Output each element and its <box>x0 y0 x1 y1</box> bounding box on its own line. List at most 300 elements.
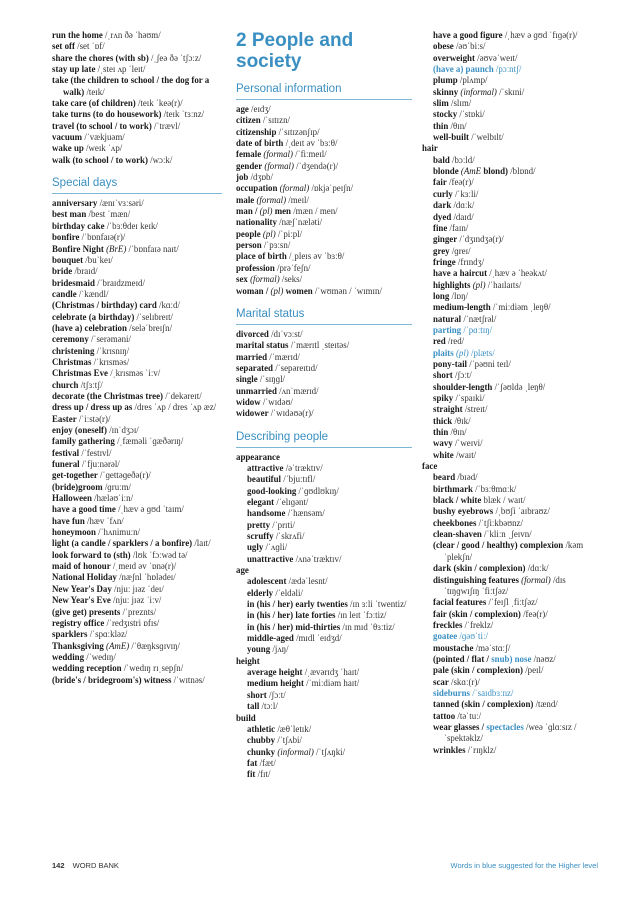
pronunciation: /ˌhæv ə ɡʊd ˈtaɪm/ <box>118 504 184 515</box>
pronunciation: /daɪd/ <box>453 211 474 222</box>
word-entry <box>422 416 598 427</box>
word-entry <box>236 161 412 172</box>
word-entry <box>236 274 412 285</box>
word-entry <box>52 470 222 481</box>
headword: (bride's / bridegroom's) witness <box>52 674 172 685</box>
pronunciation: /ˈserəməni/ <box>91 334 131 345</box>
word-entry <box>422 711 598 722</box>
word-entry <box>52 538 222 549</box>
headword: run the home <box>52 30 103 40</box>
word-entry <box>52 155 222 166</box>
pronunciation: /dres ˈʌp / dres ˈʌp æz/ <box>134 402 217 413</box>
headword: parting <box>433 324 462 335</box>
page-number: 142 <box>52 861 65 870</box>
word-entry <box>52 143 222 154</box>
usage-note: (pl) <box>472 279 486 290</box>
headword: separated <box>236 362 273 373</box>
headword: Christmas <box>52 356 92 367</box>
headword-continued: snub) nose <box>491 653 532 664</box>
column-right <box>422 30 598 756</box>
headword: travel (to school / to work) <box>52 120 152 131</box>
headword: (bride)groom <box>52 481 103 492</box>
pronunciation: /ˈtrævl/ <box>154 120 181 131</box>
headword: freckles <box>433 619 463 630</box>
pronunciation: /laɪt/ <box>194 538 211 549</box>
word-entry <box>236 329 412 340</box>
word-entry <box>52 289 222 300</box>
pronunciation: /weə ˈɡlɑːsɪz / ˈspektəklz/ <box>444 721 577 744</box>
headword: spiky <box>433 393 454 403</box>
word-entry <box>422 609 598 620</box>
subsection-heading: face <box>422 461 438 472</box>
headword: bouquet <box>52 254 84 265</box>
word-entry <box>422 280 598 291</box>
word-entry <box>236 508 412 519</box>
pronunciation: /ʌnəˈtræktɪv/ <box>295 553 342 564</box>
headword: grey <box>433 245 450 256</box>
word-entry <box>52 255 222 266</box>
pronunciation: /teɪk/ <box>86 86 105 97</box>
pronunciation: /ɪn leɪt ˈfɔːtiz/ <box>337 610 387 621</box>
word-entry <box>52 278 222 289</box>
pronunciation: /faɪn/ <box>449 222 469 233</box>
pronunciation: /blɒnd/ <box>510 166 536 177</box>
pronunciation: /ˈpɜːsn/ <box>263 240 291 251</box>
headword: have fun <box>52 515 85 526</box>
pronunciation: /ˈkrɪsnɪŋ/ <box>96 345 130 356</box>
usage-note: (formal) <box>521 574 551 585</box>
word-entry <box>236 554 412 565</box>
pronunciation: /ˈtʃʌbi/ <box>277 735 302 746</box>
word-entry <box>52 132 222 143</box>
headword: male <box>236 194 255 205</box>
headword: tall <box>247 701 260 712</box>
word-entry <box>422 121 598 132</box>
headword: funeral <box>52 459 80 470</box>
headword: New Year's Eve <box>52 595 111 606</box>
word-entry <box>52 232 222 243</box>
pronunciation: /weɪk ˈʌp/ <box>86 143 123 154</box>
pronunciation: /dɑːk/ <box>453 200 475 211</box>
pronunciation: /ˈeldəli/ <box>275 587 303 598</box>
headword: widower <box>236 408 269 419</box>
pronunciation: /lɒŋ/ <box>451 290 468 301</box>
headword: date of birth <box>236 138 284 149</box>
word-entry <box>422 506 598 517</box>
word-entry <box>422 722 598 745</box>
word-entry <box>52 266 222 277</box>
word-entry <box>236 588 412 599</box>
pronunciation: /θɪk/ <box>454 415 471 426</box>
pronunciation: /ˈfestɪvl/ <box>81 447 112 458</box>
pronunciation: /ˈkliːn ˌʃeɪvn/ <box>484 529 532 540</box>
headword: New Year's Day <box>52 583 112 594</box>
pronunciation: /æθˈletɪk/ <box>277 723 312 734</box>
headword-continued: blond) <box>483 166 508 177</box>
headword: pretty <box>247 519 271 530</box>
word-entry <box>236 115 412 126</box>
headword: bald <box>433 154 450 165</box>
headword: black / white <box>433 495 482 506</box>
headword: clean-shaven <box>433 529 482 540</box>
pronunciation: /ˈsepəreɪtɪd/ <box>275 362 318 373</box>
word-entry <box>422 699 598 710</box>
pronunciation: /ˈtʃʌŋki/ <box>316 746 346 757</box>
usage-note: (pl) <box>270 285 284 296</box>
word-entry <box>236 576 412 587</box>
usage-note: (formal) <box>256 194 287 205</box>
headword: fit <box>247 769 256 780</box>
word-entry <box>422 268 598 279</box>
pronunciation: /dɪsˈtɪŋɡwɪʃɪŋ ˈfiːtʃəz/ <box>444 574 566 596</box>
pronunciation: /slɪm/ <box>451 98 472 109</box>
headword: athletic <box>247 723 276 734</box>
section-heading: Personal information <box>236 82 412 100</box>
headword: Thanksgiving <box>52 640 104 651</box>
headword: attractive <box>247 462 284 473</box>
pronunciation: /mæn / men/ <box>293 206 338 217</box>
pronunciation: /ˈdʒɪndʒə(r)/ <box>459 234 504 245</box>
pronunciation: /ˈmiːdiəm haɪt/ <box>306 678 360 689</box>
word-entry <box>52 629 222 640</box>
word-entry <box>422 212 598 223</box>
headword: chubby <box>247 735 276 746</box>
headword: shoulder-length <box>433 381 493 392</box>
pronunciation: /ˈrɪŋklz/ <box>467 744 497 755</box>
headword: church <box>52 379 79 390</box>
pronunciation: /feə(r)/ <box>449 177 474 188</box>
pronunciation: /θɪn/ <box>450 427 467 438</box>
word-entry <box>236 633 412 644</box>
word-entry <box>422 370 598 381</box>
pronunciation: /seləˈbreɪʃn/ <box>129 322 173 333</box>
headword: wrinkles <box>433 744 466 755</box>
word-entry <box>422 484 598 495</box>
headword: female <box>236 149 262 160</box>
pronunciation: /ˌævərɪdʒ ˈhaɪt/ <box>304 667 360 678</box>
word-entry <box>236 206 412 217</box>
headword: medium height <box>247 678 304 689</box>
headword: registry office <box>52 617 105 628</box>
pronunciation: /ˈɡʊdlʊkɪŋ/ <box>298 485 339 496</box>
word-entry <box>236 520 412 531</box>
headword: long <box>433 290 450 301</box>
pronunciation: /ˈmærɪtl ˌsteɪtəs/ <box>290 340 350 351</box>
pronunciation: /ˈfiːmeɪl/ <box>295 149 327 160</box>
headword: wavy <box>433 438 453 449</box>
headword: highlights <box>433 279 471 290</box>
word-entry <box>52 312 222 323</box>
headword: stay up late <box>52 64 96 75</box>
word-entry <box>52 368 222 379</box>
headword: fat <box>247 757 258 768</box>
headword: sparklers <box>52 629 88 640</box>
pronunciation: /ˈkɜːli/ <box>454 188 479 199</box>
headword: anniversary <box>52 198 98 209</box>
headword: good-looking <box>247 485 297 496</box>
heading-rule <box>236 324 412 325</box>
pronunciation: /ˈskrʌfi/ <box>275 531 305 541</box>
headword: birthmark <box>433 483 473 494</box>
pronunciation: /ˈpreznts/ <box>122 606 157 617</box>
pronunciation: /ʃɔːt/ <box>268 689 286 700</box>
headword: Bonfire Night <box>52 243 104 254</box>
headword: get-together <box>52 470 98 481</box>
headword: scar <box>433 676 449 687</box>
word-entry <box>236 217 412 228</box>
word-entry <box>236 497 412 508</box>
usage-note: (informal) <box>277 746 314 757</box>
pronunciation: /skɑː(r)/ <box>451 676 480 687</box>
word-entry <box>422 166 598 177</box>
word-entry <box>236 263 412 274</box>
headword: scruffy <box>247 531 274 541</box>
headword: have a haircut <box>433 268 488 279</box>
word-entry <box>52 595 222 606</box>
headword: white <box>433 449 454 460</box>
headword: thin <box>433 427 449 438</box>
headword: sideburns <box>433 687 470 698</box>
pronunciation: /ˈpəʊni teɪl/ <box>469 358 511 369</box>
subsection-heading: age <box>236 565 249 576</box>
word-entry <box>422 495 598 506</box>
headword: birthday cake <box>52 220 105 231</box>
pronunciation: /ˈpiːpl/ <box>277 228 303 239</box>
usage-note: (pl) <box>262 228 276 239</box>
pronunciation: /ˈwedɪŋ rɪˌsepʃn/ <box>123 663 184 674</box>
word-entry <box>236 138 412 149</box>
headword: average height <box>247 667 303 678</box>
headword: plump <box>433 75 458 86</box>
pronunciation: /wɔːk/ <box>150 154 173 165</box>
word-entry <box>422 643 598 654</box>
word-entry <box>422 518 598 529</box>
word-entry <box>52 109 222 120</box>
word-entry <box>422 575 598 598</box>
word-entry <box>236 531 412 542</box>
headword: wear glasses / <box>433 721 485 732</box>
pronunciation: /ˈwɪdəʊ/ <box>262 396 293 407</box>
headword: man / <box>236 206 258 217</box>
headword: have a good time <box>52 504 116 515</box>
headword: fair <box>433 177 447 188</box>
headword: pale (skin / complexion) <box>433 665 523 676</box>
pronunciation: /ˈbɒnfaɪə naɪt/ <box>128 243 179 254</box>
pronunciation: /tɔːl/ <box>261 701 278 712</box>
headword: candle <box>52 288 77 299</box>
headword: adolescent <box>247 576 287 587</box>
pronunciation: /hæləʊˈiːn/ <box>94 493 134 504</box>
pronunciation: /kəmˈplekʃn/ <box>444 540 584 562</box>
word-entry <box>52 652 222 663</box>
headword: tattoo <box>433 710 456 721</box>
word-entry <box>422 631 598 642</box>
word-entry <box>52 391 222 402</box>
headword: (have a) celebration <box>52 322 127 333</box>
pronunciation: /fæt/ <box>259 757 276 768</box>
word-entry <box>236 374 412 385</box>
pronunciation: /braɪd/ <box>74 266 98 277</box>
chapter-title: 2 People and society <box>236 30 354 72</box>
headword: facial features <box>433 597 487 608</box>
pronunciation: /njuː jɪəz ˈiːv/ <box>113 595 162 606</box>
word-entry <box>422 597 598 608</box>
pronunciation: /θɪn/ <box>450 120 467 131</box>
pronunciation: /ˌsteɪ ʌp ˈleɪt/ <box>97 64 146 75</box>
usage-note: (formal) <box>263 149 293 160</box>
pronunciation: /ˈsaɪdbɜːnz/ <box>472 687 514 698</box>
word-entry <box>236 183 412 194</box>
word-entry <box>422 155 598 166</box>
word-entry <box>422 359 598 370</box>
usage-note: (formal) <box>264 160 294 171</box>
word-entry <box>422 382 598 393</box>
headword: skinny <box>433 86 459 97</box>
pronunciation: /ˌkrɪsməs ˈiːv/ <box>110 368 161 379</box>
headword: widow <box>236 396 261 407</box>
headword: short <box>433 370 453 381</box>
pronunciation: /ˈθæŋksɡɪvɪŋ/ <box>131 640 180 651</box>
word-entry <box>422 563 598 574</box>
headword: best man <box>52 209 87 220</box>
pronunciation: /ˈhænsəm/ <box>287 508 325 519</box>
word-entry <box>236 172 412 183</box>
word-entry <box>52 346 222 357</box>
headword: thin <box>433 120 449 131</box>
word-entry <box>52 436 222 447</box>
word-entry <box>52 209 222 220</box>
headword: single <box>236 374 258 385</box>
word-entry <box>422 665 598 676</box>
pronunciation: /ˌmeɪd əv ˈɒnə(r)/ <box>112 561 177 572</box>
headword: slim <box>433 98 449 109</box>
headword: walk (to school / to work) <box>52 154 148 165</box>
word-entry <box>236 724 412 735</box>
pronunciation: /ˌʃeə ðə ˈtʃɔːz/ <box>151 52 202 63</box>
word-entry <box>236 127 412 138</box>
word-entry <box>52 244 222 255</box>
pronunciation: /ˈredʒɪstri ɒfɪs/ <box>106 617 160 628</box>
headword: wedding <box>52 651 85 662</box>
word-entry <box>422 438 598 449</box>
word-entry <box>236 240 412 251</box>
word-entry <box>236 735 412 746</box>
word-entry <box>236 610 412 621</box>
word-entry <box>422 348 598 359</box>
word-entry <box>52 300 222 311</box>
headword: (pointed / flat / <box>433 653 489 664</box>
headword: straight <box>433 404 463 415</box>
word-entry <box>52 425 222 436</box>
pronunciation: /ˈbɒnfaɪə(r)/ <box>81 232 126 243</box>
pronunciation: /næʃnl ˈhɒlədeɪ/ <box>119 572 176 583</box>
headword: dark (skin / complexion) <box>433 563 526 574</box>
pronunciation: /ˌdeɪt əv ˈbɜːθ/ <box>285 138 338 149</box>
word-entry <box>236 463 412 474</box>
pronunciation: /əʊvəˈweɪt/ <box>477 52 518 63</box>
pronunciation: /ˈvækjuəm/ <box>84 132 125 143</box>
headword: (clear / good / healthy) complexion <box>433 540 564 551</box>
headword: honeymoon <box>52 527 96 538</box>
headword: elegant <box>247 496 275 507</box>
headword: (have a) paunch <box>433 64 494 75</box>
pronunciation: /jʌŋ/ <box>272 644 289 655</box>
word-entry <box>422 64 598 75</box>
pronunciation: /eɪdʒ/ <box>251 104 271 114</box>
headword: obese <box>433 41 454 52</box>
pronunciation: /peɪl/ <box>525 665 544 676</box>
word-entry <box>236 195 412 206</box>
pronunciation: /ˈsɪtɪzn/ <box>262 115 290 126</box>
pronunciation: /ɡəʊˈtiː/ <box>459 631 488 642</box>
pronunciation: /ˈdekəreɪt/ <box>165 390 202 401</box>
pronunciation: /ˈdʒendə(r)/ <box>296 160 339 171</box>
heading-rule <box>236 447 412 448</box>
word-entry <box>236 769 412 780</box>
pronunciation: /ˈbɜːθdeɪ keɪk/ <box>106 220 158 231</box>
word-entry <box>422 620 598 631</box>
headword: dress up / dress up as <box>52 402 133 413</box>
word-entry <box>236 747 412 758</box>
headword: tanned (skin / complexion) <box>433 699 534 710</box>
word-entry <box>52 663 222 674</box>
word-entry <box>52 402 222 413</box>
headword: chunky <box>247 746 276 757</box>
headword: light (a candle / sparklers / a bonfire) <box>52 538 193 549</box>
pronunciation: /ɪn mɪd ˈθɜːtiz/ <box>342 621 395 632</box>
word-entry <box>422 234 598 245</box>
headword: young <box>247 644 271 655</box>
headword: fair (skin / complexion) <box>433 608 521 619</box>
word-entry <box>52 641 222 652</box>
word-entry <box>52 448 222 459</box>
headword: occupation <box>236 183 278 194</box>
word-entry <box>422 98 598 109</box>
pronunciation: /feə(r)/ <box>523 608 548 619</box>
headword: goatee <box>433 631 458 642</box>
word-entry <box>422 404 598 415</box>
headword: unattractive <box>247 553 294 564</box>
usage-note: (pl) <box>455 347 469 358</box>
pronunciation: /ˈsɪŋɡl/ <box>259 374 286 385</box>
headword: sex <box>236 274 248 285</box>
word-entry <box>52 618 222 629</box>
pronunciation: /ɡruːm/ <box>104 481 131 492</box>
headword-continued: women <box>285 285 313 296</box>
pronunciation: /əˈtræktɪv/ <box>285 462 323 473</box>
word-entry <box>422 200 598 211</box>
pronunciation: /næʃˈnæləti/ <box>279 217 323 228</box>
pronunciation: /ˈnætʃrəl/ <box>463 313 497 324</box>
headword: family gathering <box>52 436 115 447</box>
pronunciation: /prəˈfeʃn/ <box>277 262 311 273</box>
word-entry <box>422 30 598 41</box>
word-entry <box>422 257 598 268</box>
word-entry <box>52 323 222 334</box>
headword: job <box>236 172 249 183</box>
pronunciation: /dʒɒb/ <box>250 172 273 183</box>
word-entry <box>236 386 412 397</box>
pronunciation: /ˈbraɪdzmeɪd/ <box>97 277 145 288</box>
pronunciation: /ˈweɪvi/ <box>454 438 483 449</box>
headword: married <box>236 351 268 362</box>
pronunciation: /ˈwelbɪlt/ <box>471 132 504 143</box>
pronunciation: /pɔːntʃ/ <box>495 64 522 75</box>
pronunciation: /əʊˈbiːs/ <box>455 41 486 52</box>
subsection-heading: hair <box>422 143 438 154</box>
word-entry <box>422 336 598 347</box>
pronunciation: /tænd/ <box>535 699 558 710</box>
